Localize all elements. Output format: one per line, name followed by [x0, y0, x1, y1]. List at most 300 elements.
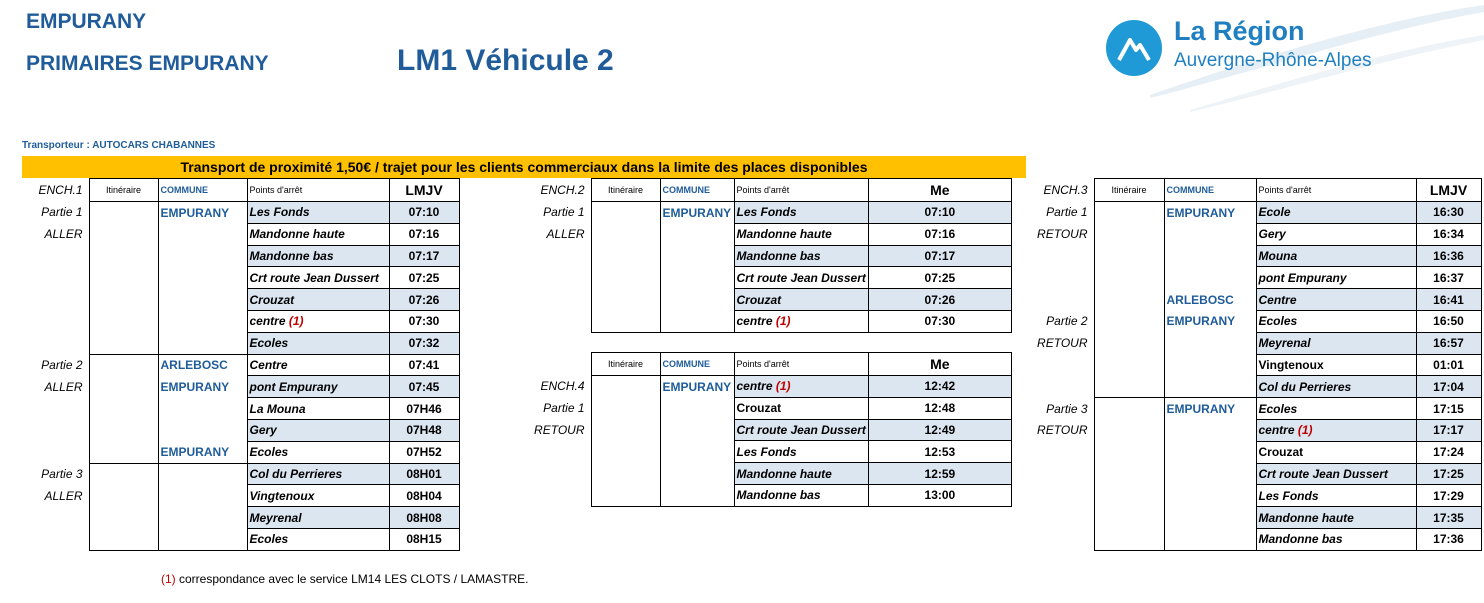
stop-name: Crouzat: [249, 292, 295, 307]
commune-cell: [1164, 441, 1256, 463]
table-row: [522, 397, 1011, 419]
table-row: [1024, 376, 1481, 398]
itineraire-cell: [89, 310, 158, 332]
footnote: [161, 572, 529, 586]
table-row: [1024, 332, 1481, 354]
time-cell: 17:25: [1416, 463, 1481, 485]
table-header: [522, 353, 1011, 376]
time-cell: 08H04: [389, 485, 459, 507]
table-row: [20, 398, 459, 420]
timetable-ench4: [522, 352, 1012, 507]
commune-cell: [158, 223, 247, 245]
itineraire-cell: [1094, 289, 1164, 311]
stop-name: Col du Perrieres: [249, 466, 343, 481]
commune-cell: [158, 398, 247, 420]
commune-cell: [1164, 463, 1256, 485]
stop-cell: [247, 398, 389, 420]
stop-cell: [1256, 245, 1416, 267]
commune-cell: [660, 289, 734, 311]
commune-cell: [1164, 354, 1256, 376]
segment-label: [20, 398, 89, 420]
stop-cell: [734, 223, 868, 245]
stop-name: Vingtenoux: [1258, 357, 1324, 372]
itineraire-cell: [1094, 507, 1164, 529]
stop-cell: [1256, 354, 1416, 376]
itineraire-cell: [1094, 354, 1164, 376]
segment-label: Partie 1: [543, 401, 585, 416]
time-cell: 07:26: [868, 289, 1011, 311]
stop-cell: [1256, 376, 1416, 398]
time-cell: 07:16: [389, 223, 459, 245]
itineraire-cell: [89, 507, 158, 529]
stop-name: Centre: [1258, 292, 1297, 307]
table-row: [1024, 354, 1481, 376]
segment-label: [1024, 528, 1094, 550]
commune-cell: [1164, 528, 1256, 550]
table-row: [20, 354, 459, 376]
fare-banner: Transport de proximité 1,50€ / trajet pour les clients commerciaux dans la limite des places disponibles: [22, 156, 1026, 178]
days-header: LMJV: [1416, 179, 1481, 202]
segment-label: [522, 267, 591, 289]
stop-name: Crt route Jean Dussert: [736, 270, 866, 285]
stop-cell: [1256, 267, 1416, 289]
note-marker: (1): [775, 379, 791, 394]
stop-cell: [1256, 528, 1416, 550]
itineraire-header: Itinéraire: [591, 179, 660, 202]
commune-cell: EMPURANY: [660, 202, 734, 224]
stop-cell: [247, 310, 389, 332]
itineraire-cell: [89, 332, 158, 354]
itineraire-cell: [591, 245, 660, 267]
itineraire-cell: [89, 376, 158, 398]
points-header: Points d'arrêt: [734, 353, 868, 376]
segment-label: [20, 245, 89, 267]
time-cell: 08H01: [389, 463, 459, 485]
stop-name: Les Fonds: [736, 444, 797, 459]
stop-cell: [1256, 310, 1416, 332]
stop-cell: [247, 485, 389, 507]
stop-name: Les Fonds: [1258, 488, 1319, 503]
table-row: [1024, 245, 1481, 267]
stop-cell: [734, 267, 868, 289]
segment-label: RETOUR: [1037, 336, 1088, 351]
time-cell: 16:34: [1416, 223, 1481, 245]
table-row: [20, 245, 459, 267]
stop-name: Crt route Jean Dussert: [1258, 466, 1388, 481]
commune-cell: [158, 289, 247, 311]
stop-name: Ecoles: [249, 532, 289, 547]
time-cell: 16:37: [1416, 267, 1481, 289]
table-row: [1024, 202, 1481, 224]
table-row: [522, 202, 1011, 224]
time-cell: 16:41: [1416, 289, 1481, 311]
points-header: Points d'arrêt: [734, 179, 868, 202]
days-header: LMJV: [389, 179, 459, 202]
table-row: [522, 245, 1011, 267]
time-cell: 16:50: [1416, 310, 1481, 332]
stop-name: Gery: [1258, 227, 1286, 242]
stop-cell: [247, 332, 389, 354]
segment-label: [522, 310, 591, 332]
commune-cell: [158, 485, 247, 507]
stop-name: Mandonne haute: [249, 227, 345, 242]
table-row: [20, 419, 459, 441]
table-row: [1024, 485, 1481, 507]
points-header: Points d'arrêt: [1256, 179, 1416, 202]
segment-label: [1024, 245, 1094, 267]
commune-header: COMMUNE: [1164, 179, 1256, 202]
table-row: [1024, 528, 1481, 550]
ench-label: ENCH.3: [1043, 183, 1088, 197]
stop-name: Mandonne bas: [736, 248, 821, 263]
stop-cell: [734, 484, 868, 506]
stop-cell: [247, 267, 389, 289]
time-cell: 16:30: [1416, 202, 1481, 224]
itineraire-cell: [89, 528, 158, 550]
stop-name: Crouzat: [1258, 445, 1304, 460]
itineraire-header: Itinéraire: [1094, 179, 1164, 202]
time-cell: 17:36: [1416, 528, 1481, 550]
table-row: [522, 441, 1011, 463]
time-cell: 12:49: [868, 419, 1011, 441]
segment-label: [1024, 507, 1094, 529]
segment-label: [1024, 354, 1094, 376]
table-row: [522, 289, 1011, 311]
segment-label: [1024, 267, 1094, 289]
table-row: [1024, 310, 1481, 332]
segment-label: ALLER: [44, 379, 83, 394]
itineraire-cell: [1094, 485, 1164, 507]
commune-cell: [158, 419, 247, 441]
commune-cell: [1164, 332, 1256, 354]
route-title: LM1 Véhicule 2: [397, 44, 614, 77]
table-row: [20, 441, 459, 463]
commune-cell: [660, 267, 734, 289]
stop-name: Ecoles: [249, 445, 289, 460]
segment-label: [522, 245, 591, 267]
stop-cell: [734, 419, 868, 441]
itineraire-cell: [591, 419, 660, 441]
stop-cell: [734, 202, 868, 224]
stop-name: Centre: [249, 357, 288, 372]
stop-cell: [1256, 463, 1416, 485]
time-cell: 12:59: [868, 463, 1011, 485]
footnote-text: correspondance avec le service LM14 LES CLOTS / LAMASTRE.: [175, 572, 529, 586]
logo-line1: La Région: [1174, 16, 1305, 46]
commune-cell: ARLEBOSC: [1164, 289, 1256, 311]
commune-cell: [1164, 507, 1256, 529]
table-row: [1024, 289, 1481, 311]
itineraire-cell: [1094, 528, 1164, 550]
itineraire-cell: [89, 267, 158, 289]
stop-cell: [247, 528, 389, 550]
time-cell: 08H08: [389, 507, 459, 529]
stop-cell: [1256, 332, 1416, 354]
stop-cell: [734, 441, 868, 463]
stop-cell: [734, 310, 868, 332]
segment-label: [20, 419, 89, 441]
segment-label: ENCH.4: [540, 379, 585, 394]
stop-name: centre: [249, 314, 286, 329]
stop-name: Crouzat: [736, 292, 782, 307]
stop-cell: [247, 376, 389, 398]
commune-cell: [158, 507, 247, 529]
stop-name: Mandonne bas: [249, 248, 334, 263]
time-cell: 07:30: [868, 310, 1011, 332]
footnote-marker: (1): [161, 572, 176, 586]
table-row: [1024, 267, 1481, 289]
table-row: [20, 507, 459, 529]
table-header: [1024, 179, 1481, 202]
stop-cell: [1256, 507, 1416, 529]
stop-cell: [247, 463, 389, 485]
segment-label: ALLER: [44, 227, 83, 242]
table-row: [522, 484, 1011, 506]
time-cell: 07:25: [868, 267, 1011, 289]
commune-cell: ARLEBOSC: [158, 354, 247, 376]
itineraire-cell: [591, 376, 660, 398]
stop-cell: [734, 397, 868, 419]
stop-name: Crouzat: [736, 401, 782, 416]
days-header: Me: [868, 179, 1011, 202]
itineraire-cell: [1094, 267, 1164, 289]
itineraire-cell: [89, 354, 158, 376]
commune-cell: EMPURANY: [158, 441, 247, 463]
note-marker: (1): [775, 314, 791, 329]
itineraire-cell: [89, 463, 158, 485]
stop-name: Vingtenoux: [249, 488, 315, 503]
stop-name: Mandonne haute: [736, 227, 832, 242]
itineraire-cell: [89, 441, 158, 463]
stop-name: centre: [1258, 423, 1295, 438]
itineraire-cell: [89, 398, 158, 420]
segment-label: [522, 484, 591, 506]
commune-cell: [1164, 245, 1256, 267]
stop-name: Mandonne bas: [1258, 532, 1343, 547]
commune-cell: [1164, 419, 1256, 441]
stop-name: Crt route Jean Dussert: [249, 270, 379, 285]
carrier-label: Transporteur : AUTOCARS CHABANNES: [22, 140, 216, 151]
time-cell: 17:04: [1416, 376, 1481, 398]
stop-cell: [734, 463, 868, 485]
itineraire-cell: [591, 441, 660, 463]
time-cell: 08H15: [389, 528, 459, 550]
time-cell: 07:26: [389, 289, 459, 311]
stop-name: La Mouna: [249, 401, 306, 416]
timetable-ench1: [20, 178, 460, 551]
segment-label: [20, 507, 89, 529]
segment-label: Partie 2: [1046, 314, 1088, 329]
table-header: [522, 179, 1011, 202]
time-cell: 07:17: [389, 245, 459, 267]
commune-cell: EMPURANY: [1164, 310, 1256, 332]
segment-label: [20, 332, 89, 354]
commune-cell: [1164, 223, 1256, 245]
table-row: [522, 223, 1011, 245]
time-cell: 17:35: [1416, 507, 1481, 529]
time-cell: 07:10: [389, 202, 459, 224]
logo-line2: Auvergne-Rhône-Alpes: [1174, 50, 1372, 71]
commune-cell: [158, 310, 247, 332]
commune-cell: [158, 463, 247, 485]
note-marker: (1): [1297, 423, 1313, 438]
commune-cell: [660, 463, 734, 485]
stop-cell: [734, 245, 868, 267]
stop-cell: [247, 354, 389, 376]
time-cell: 07:41: [389, 354, 459, 376]
commune-cell: [1164, 485, 1256, 507]
segment-label: RETOUR: [1037, 423, 1088, 438]
itineraire-cell: [591, 484, 660, 506]
segment-label: Partie 1: [543, 205, 585, 220]
time-cell: 12:48: [868, 397, 1011, 419]
itineraire-cell: [89, 485, 158, 507]
commune-cell: [1164, 376, 1256, 398]
stop-name: Col du Perrieres: [1258, 379, 1352, 394]
commune-cell: EMPURANY: [1164, 202, 1256, 224]
stop-cell: [734, 289, 868, 311]
time-cell: 07:17: [868, 245, 1011, 267]
time-cell: 17:29: [1416, 485, 1481, 507]
commune-cell: [660, 310, 734, 332]
commune-cell: [158, 528, 247, 550]
stop-cell: [1256, 485, 1416, 507]
stop-name: Les Fonds: [249, 205, 310, 220]
time-cell: 07:25: [389, 267, 459, 289]
itineraire-cell: [591, 267, 660, 289]
segment-label: Partie 3: [1046, 401, 1088, 416]
table-row: [20, 485, 459, 507]
itineraire-cell: [591, 289, 660, 311]
segment-label: [522, 463, 591, 485]
school-title: EMPURANY: [26, 10, 147, 33]
stop-name: Meyrenal: [249, 510, 302, 525]
segment-label: [1024, 289, 1094, 311]
stop-cell: [247, 245, 389, 267]
stop-cell: [247, 441, 389, 463]
time-cell: 17:17: [1416, 419, 1481, 441]
stop-name: Ecole: [1258, 205, 1291, 220]
itineraire-header: Itinéraire: [89, 179, 158, 202]
segment-label: Partie 1: [41, 205, 83, 220]
stop-cell: [1256, 441, 1416, 463]
table-row: [522, 463, 1011, 485]
time-cell: 07:32: [389, 332, 459, 354]
itineraire-cell: [1094, 245, 1164, 267]
table-row: [20, 202, 459, 224]
time-cell: 16:36: [1416, 245, 1481, 267]
stop-cell: [734, 376, 868, 398]
itineraire-cell: [591, 310, 660, 332]
table-row: [522, 310, 1011, 332]
commune-cell: EMPURANY: [158, 202, 247, 224]
time-cell: 07:10: [868, 202, 1011, 224]
itineraire-cell: [1094, 441, 1164, 463]
segment-label: RETOUR: [534, 422, 585, 437]
time-cell: 12:42: [868, 376, 1011, 398]
time-cell: 07:45: [389, 376, 459, 398]
stop-name: Ecoles: [1258, 401, 1298, 416]
school-subtitle: PRIMAIRES EMPURANY: [26, 52, 269, 75]
time-cell: 07:30: [389, 310, 459, 332]
table-row: [1024, 507, 1481, 529]
timetable-ench3: [1024, 178, 1482, 551]
segment-label: Partie 1: [1046, 205, 1088, 220]
stop-cell: [1256, 289, 1416, 311]
stop-name: Les Fonds: [736, 205, 797, 220]
commune-cell: [660, 441, 734, 463]
segment-label: Partie 3: [41, 466, 83, 481]
time-cell: 17:24: [1416, 441, 1481, 463]
itineraire-cell: [1094, 202, 1164, 224]
commune-cell: [1164, 267, 1256, 289]
segment-label: [1024, 441, 1094, 463]
itineraire-cell: [89, 202, 158, 224]
ench-label: ENCH.1: [38, 183, 83, 197]
stop-name: Ecoles: [1258, 314, 1298, 329]
stop-name: Gery: [249, 423, 277, 438]
stop-cell: [1256, 398, 1416, 420]
stop-cell: [1256, 223, 1416, 245]
stop-cell: [247, 507, 389, 529]
itineraire-cell: [1094, 376, 1164, 398]
time-cell: 07H46: [389, 398, 459, 420]
segment-label: [20, 310, 89, 332]
stop-name: pont Empurany: [249, 379, 338, 394]
table-row: [1024, 463, 1481, 485]
segment-label: [20, 441, 89, 463]
itineraire-cell: [591, 463, 660, 485]
commune-cell: [660, 397, 734, 419]
table-row: [1024, 441, 1481, 463]
note-marker: (1): [288, 314, 304, 329]
commune-header: COMMUNE: [660, 353, 734, 376]
time-cell: 07H52: [389, 441, 459, 463]
segment-label: [1024, 376, 1094, 398]
commune-cell: [660, 245, 734, 267]
table-row: [20, 528, 459, 550]
table-row: [20, 223, 459, 245]
table-row: [20, 310, 459, 332]
table-row: [522, 267, 1011, 289]
days-header: Me: [868, 353, 1011, 376]
table-row: [20, 289, 459, 311]
table-row: [20, 376, 459, 398]
commune-cell: EMPURANY: [158, 376, 247, 398]
commune-cell: EMPURANY: [1164, 398, 1256, 420]
itineraire-cell: [89, 419, 158, 441]
points-header: Points d'arrêt: [247, 179, 389, 202]
table-row: [1024, 398, 1481, 420]
itineraire-header: Itinéraire: [591, 353, 660, 376]
time-cell: 17:15: [1416, 398, 1481, 420]
commune-cell: [158, 245, 247, 267]
commune-cell: [158, 332, 247, 354]
stop-cell: [247, 289, 389, 311]
table-row: [522, 376, 1011, 398]
segment-label: ALLER: [44, 488, 83, 503]
stop-name: Mouna: [1258, 248, 1298, 263]
ench-label: [522, 353, 591, 376]
itineraire-cell: [1094, 463, 1164, 485]
table-row: [20, 267, 459, 289]
table-row: [1024, 419, 1481, 441]
itineraire-cell: [1094, 398, 1164, 420]
itineraire-cell: [89, 289, 158, 311]
segment-label: ALLER: [546, 227, 585, 242]
itineraire-cell: [591, 223, 660, 245]
timetable-ench2: [522, 178, 1012, 333]
